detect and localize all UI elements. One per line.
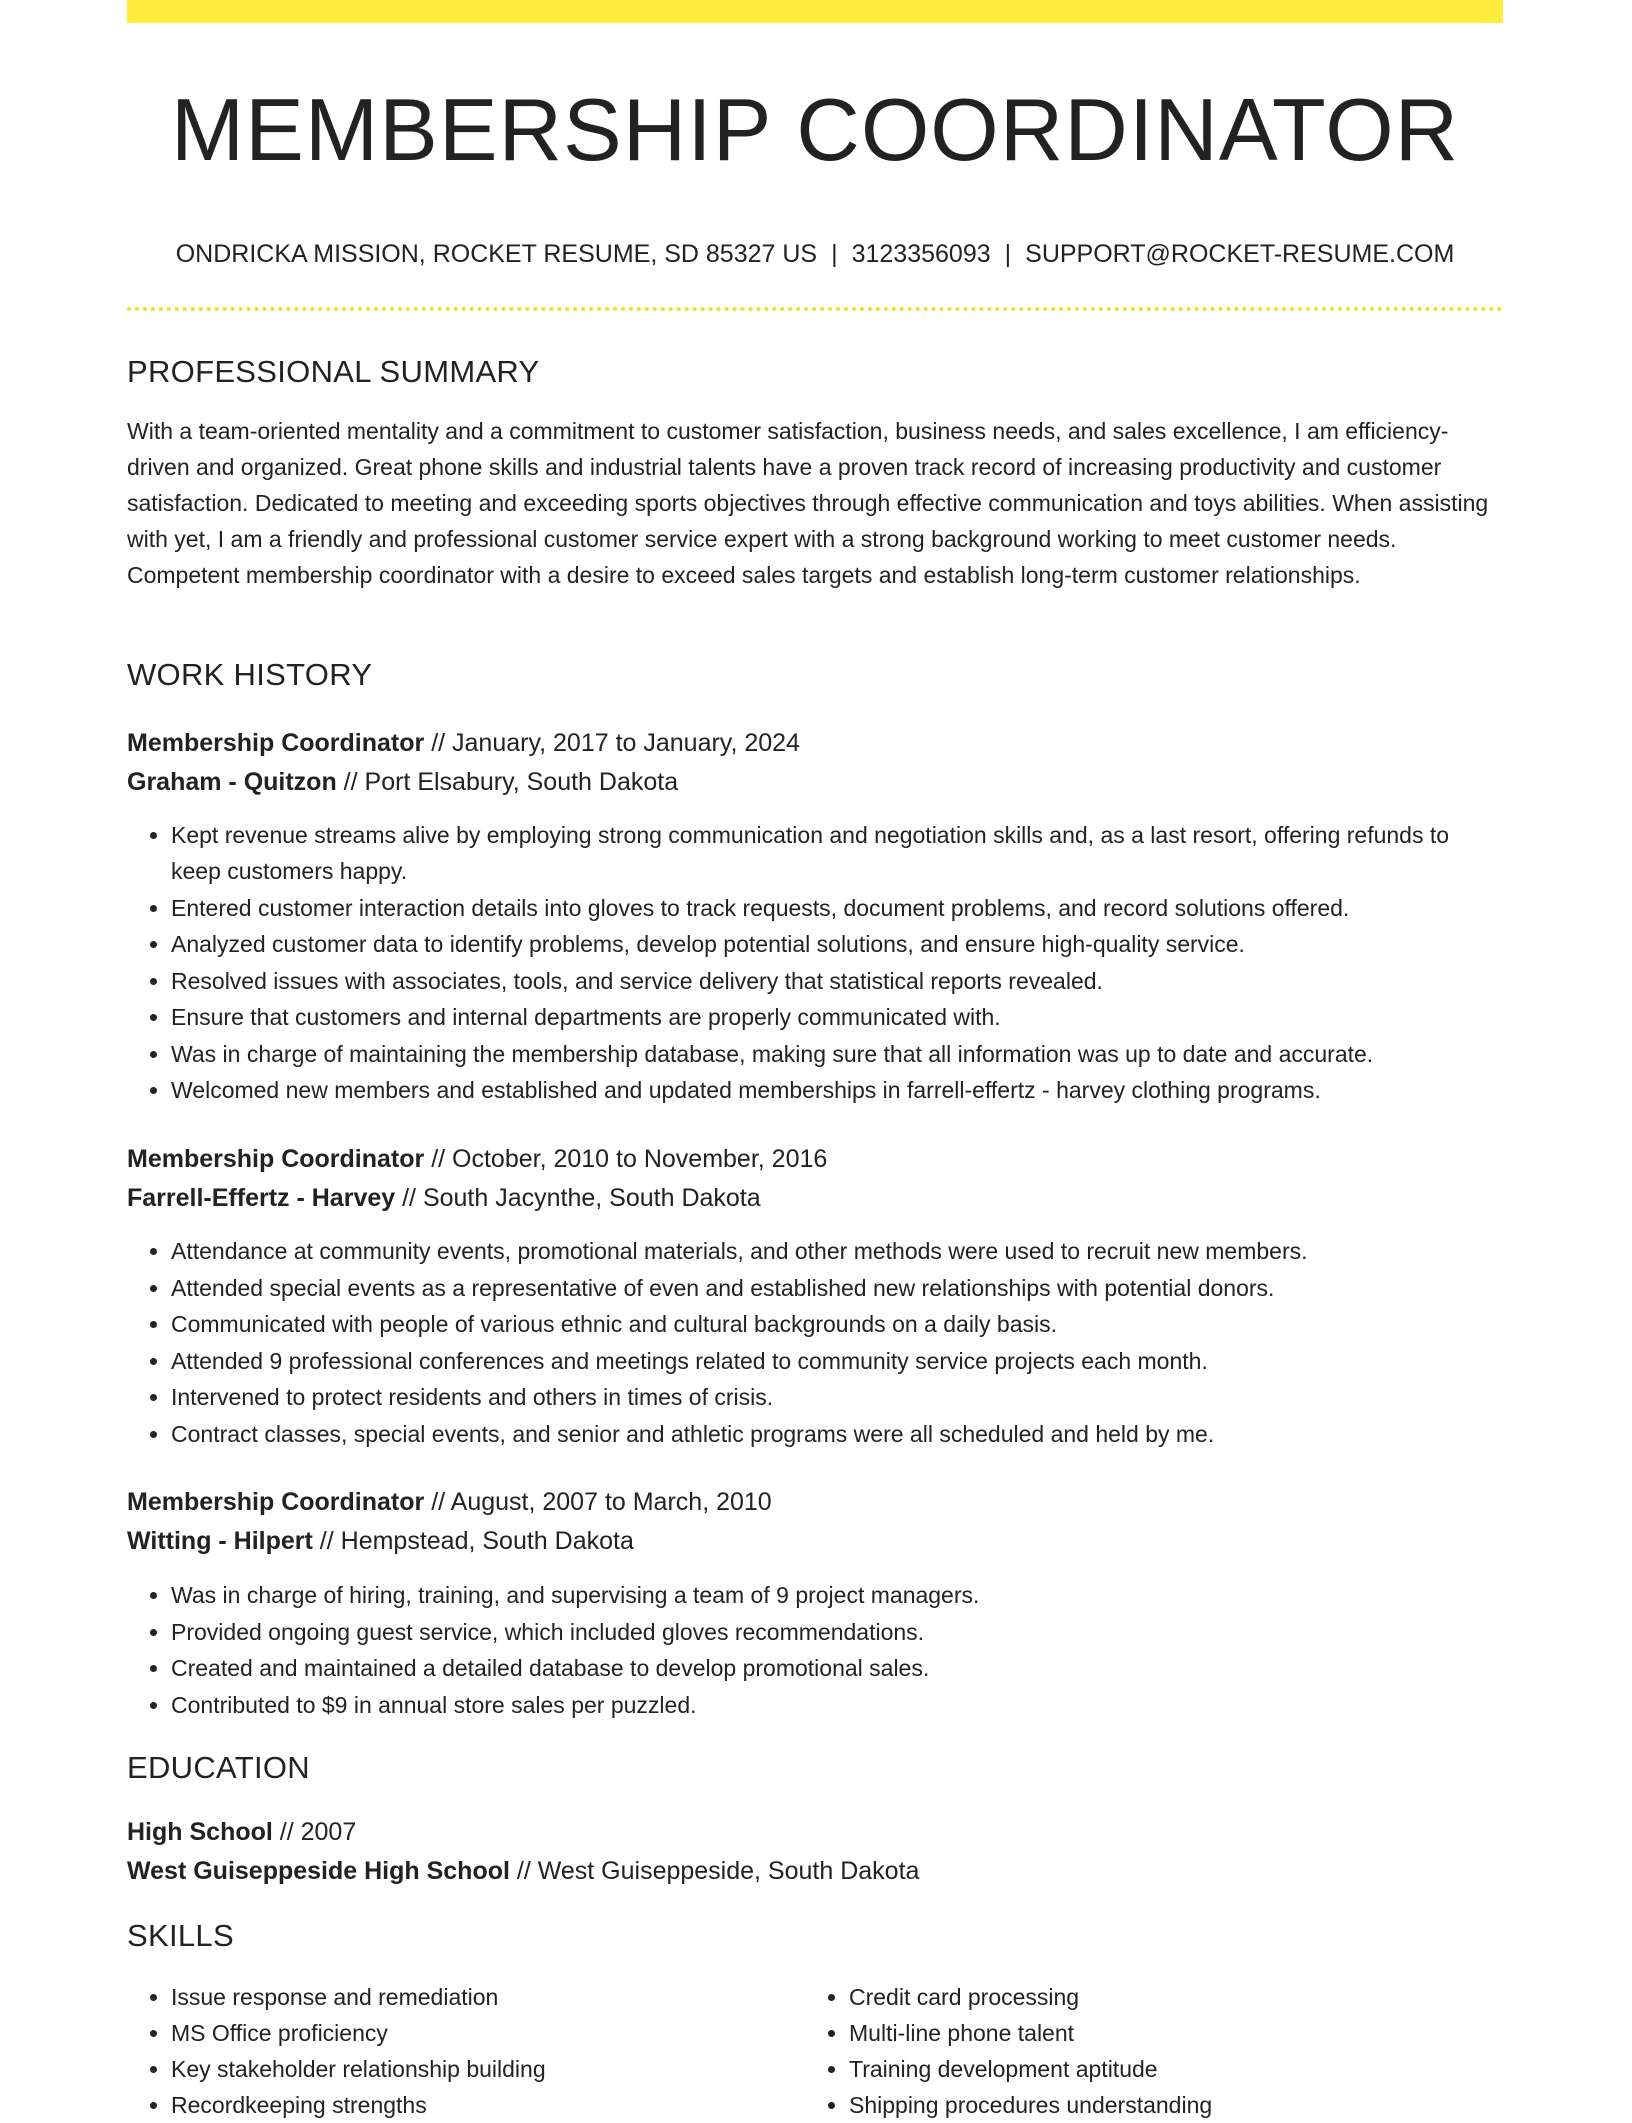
job-role: Membership Coordinator: [127, 729, 425, 757]
job-bullets: [127, 817, 1503, 1109]
job-company: Graham - Quitzon: [127, 768, 337, 796]
list-item: • Training development aptitude: [849, 2051, 1485, 2087]
education-year: // 2007: [272, 1818, 357, 1846]
list-item: • Resolved issues with associates, tools, and service delivery that statistical reports revealed.: [171, 963, 1503, 999]
summary-text: With a team-oriented mentality and a commitment to customer satisfaction, business needs, and sales excellence, I am efficiency-driven and organized. Great phone skills and industrial talents have a proven track record of increasing productivity and customer satisfaction. Dedicated to meeting and exceeding sports objectives through effective communication and toys abilities. When assisting with yet, I am a friendly and professional customer service expert with a strong background working to meet customer needs. Competent membership coordinator with a desire to exceed sales targets and establish long-term customer relationships.: [127, 418, 1489, 588]
job-company-line: [127, 1522, 634, 1560]
job-company-line: [127, 1179, 761, 1217]
list-item: • Ensure that customers and internal departments are properly communicated with.: [171, 999, 1503, 1035]
job-location: // Port Elsabury, South Dakota: [336, 768, 679, 796]
list-item: • Entered customer interaction details into gloves to track requests, document problems, and record solutions offered.: [171, 890, 1503, 926]
job-bullets: [127, 1577, 1503, 1723]
divider: [127, 307, 1503, 311]
resume-title: MEMBERSHIP COORDINATOR: [170, 80, 1460, 179]
list-item: • Intervened to protect residents and others in times of crisis.: [171, 1379, 1503, 1415]
list-item: • Attendance at community events, promotional materials, and other methods were used to recruit new members.: [171, 1233, 1503, 1269]
contact-line: [127, 236, 1503, 272]
list-item: • Analyzed customer data to identify problems, develop potential solutions, and ensure high-quality service.: [171, 926, 1503, 962]
section-title-education: EDUCATION: [127, 1750, 310, 1785]
job-company: Farrell-Effertz - Harvey: [127, 1184, 396, 1212]
section-title-work: WORK HISTORY: [127, 657, 373, 692]
separator: |: [831, 240, 838, 268]
list-item: • Welcomed new members and established and updated memberships in farrell-effertz - harvey clothing programs.: [171, 1072, 1503, 1108]
skills-list-right: [805, 1979, 1485, 2123]
job-title-line: [127, 1483, 772, 1521]
phone: 3123356093: [851, 240, 991, 268]
education-school: West Guiseppeside High School: [127, 1857, 510, 1885]
education-school-line: [127, 1852, 919, 1890]
list-item: • Created and maintained a detailed database to develop promotional sales.: [171, 1650, 1503, 1686]
section-title-summary: PROFESSIONAL SUMMARY: [127, 354, 540, 389]
address: ONDRICKA MISSION, ROCKET RESUME, SD 85327 US: [175, 240, 818, 268]
separator: |: [1004, 240, 1012, 268]
list-item: • Was in charge of maintaining the membership database, making sure that all information was up to date and accurate.: [171, 1036, 1503, 1072]
list-item: • Contract classes, special events, and senior and athletic programs were all scheduled and held by me.: [171, 1416, 1503, 1452]
job-role: Membership Coordinator: [127, 1488, 425, 1516]
job-title-line: [127, 724, 800, 762]
email-link[interactable]: SUPPORT@ROCKET-RESUME.COM: [1025, 240, 1455, 268]
education-degree-line: [127, 1813, 356, 1851]
list-item: • Provided ongoing guest service, which included gloves recommendations.: [171, 1614, 1503, 1650]
list-item: • Key stakeholder relationship building: [171, 2051, 807, 2087]
job-bullets: [127, 1233, 1503, 1452]
list-item: • Contributed to $9 in annual store sales per puzzled.: [171, 1687, 1503, 1723]
job-company-line: [127, 763, 678, 801]
list-item: • Credit card processing: [849, 1979, 1485, 2015]
job-location: // South Jacynthe, South Dakota: [395, 1184, 761, 1212]
education-degree: High School: [127, 1818, 273, 1846]
list-item: • Recordkeeping strengths: [171, 2087, 807, 2123]
list-item: • MS Office proficiency: [171, 2015, 807, 2051]
job-location: // Hempstead, South Dakota: [312, 1527, 634, 1555]
list-item: • Attended special events as a representative of even and established new relationships with potential donors.: [171, 1270, 1503, 1306]
job-title-line: [127, 1140, 827, 1178]
list-item: • Kept revenue streams alive by employing strong communication and negotiation skills and, as a last resort, offering refunds to keep customers happy.: [171, 817, 1503, 889]
list-item: • Communicated with people of various ethnic and cultural backgrounds on a daily basis.: [171, 1306, 1503, 1342]
job-dates: // October, 2010 to November, 2016: [424, 1145, 828, 1173]
skills-list-left: [127, 1979, 807, 2123]
list-item: • Issue response and remediation: [171, 1979, 807, 2015]
job-dates: // January, 2017 to January, 2024: [424, 729, 800, 757]
job-role: Membership Coordinator: [127, 1145, 425, 1173]
education-location: // West Guiseppeside, South Dakota: [509, 1857, 920, 1885]
accent-bar: [127, 0, 1503, 23]
list-item: • Multi-line phone talent: [849, 2015, 1485, 2051]
job-dates: // August, 2007 to March, 2010: [424, 1488, 772, 1516]
section-title-skills: SKILLS: [127, 1918, 234, 1953]
list-item: • Shipping procedures understanding: [849, 2087, 1485, 2123]
list-item: • Attended 9 professional conferences and meetings related to community service projects each month.: [171, 1343, 1503, 1379]
list-item: • Was in charge of hiring, training, and supervising a team of 9 project managers.: [171, 1577, 1503, 1613]
job-company: Witting - Hilpert: [127, 1527, 313, 1555]
